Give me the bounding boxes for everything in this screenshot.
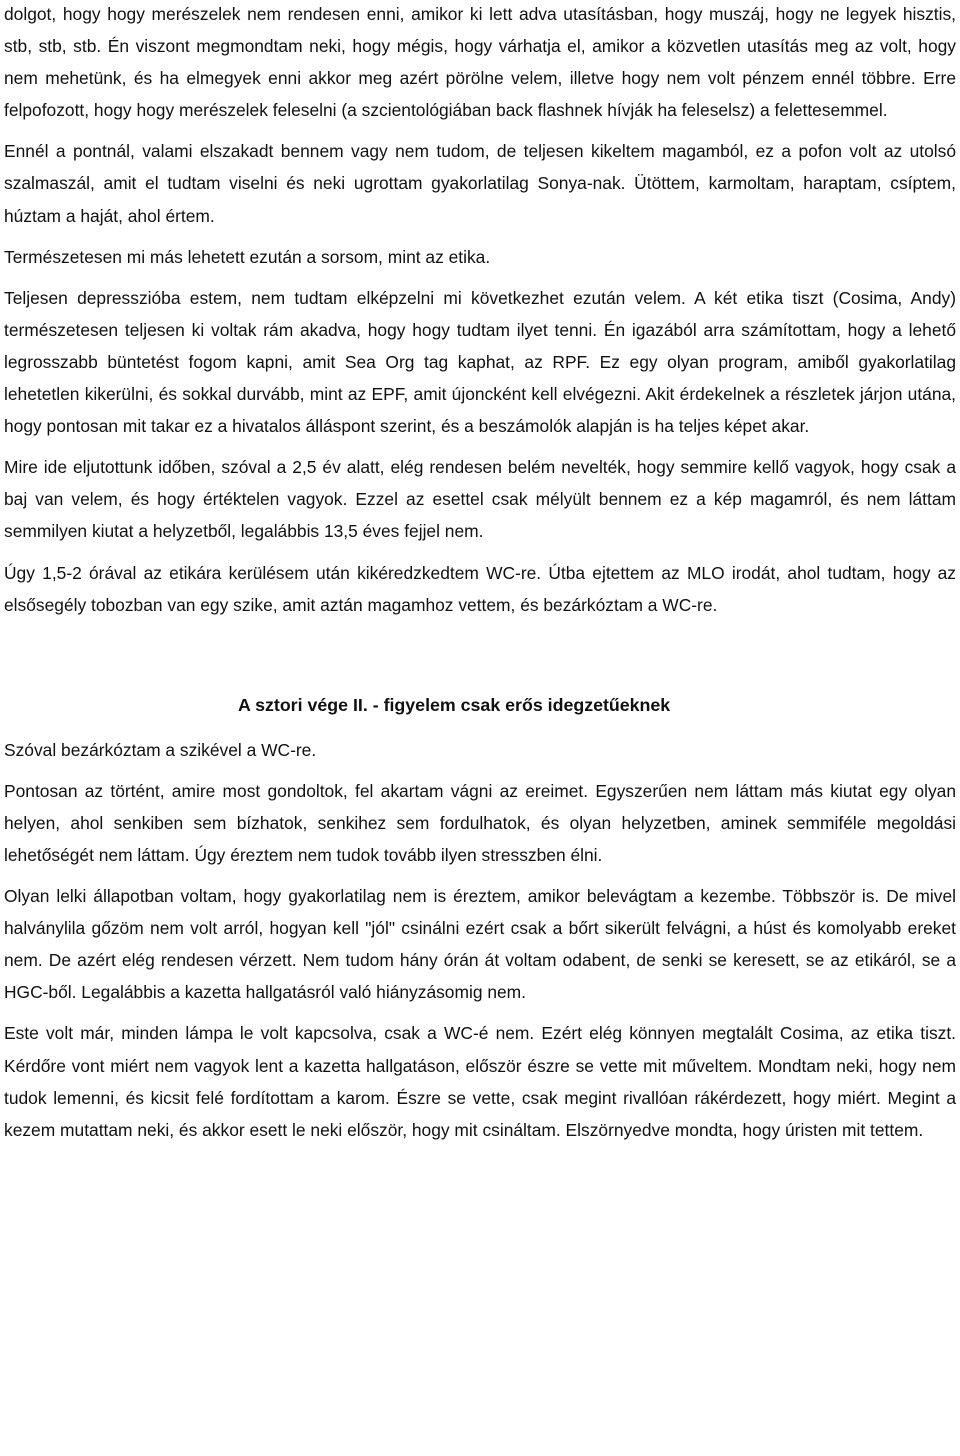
paragraph: Természetesen mi más lehetett ezután a sorsom, mint az etika. [4, 246, 491, 267]
section-gap [4, 724, 956, 734]
paragraph: Szóval bezárkóztam a szikével a WC-re. [4, 739, 317, 760]
paragraph: Pontosan az történt, amire most gondoltok, fel akartam vágni az ereimet. Egyszerűen nem láttam más kiutat egy olyan helyen, ahol senkiben sem bízhatok, senkihez sem fordulhatok, és olyan helyzetben, aminek semmiféle megoldási lehetőségét nem láttam. Úgy éreztem nem tudok tovább ilyen stresszben élni. [4, 780, 956, 865]
paragraph: Ennél a pontnál, valami elszakadt bennem vagy nem tudom, de teljesen kikeltem magamból, ez a pofon volt az utolsó szalmaszál, amit el tudtam viselni és neki ugrottam gyakorlatilag Sonya-nak. Ütöttem, karmoltam, haraptam, csíptem, húztam a haját, ahol értem. [4, 141, 956, 226]
paragraph: Este volt már, minden lámpa le volt kapcsolva, csak a WC-é nem. Ezért elég könnyen megtalált Cosima, az etika tiszt. Kérdőre vont miért nem vagyok lent a kazetta hallgatáson, először észre se vette mit műveltem. Mondtam neki, hogy nem tudok lemenni, és kicsit felé fordítottam a karom. Észre se vette, csak megint rivallóan rákérdezett, hogy miért. Megint a kezem mutattam neki, és akkor esett le neki először, hogy mit csináltam. Elszörnyedve mondta, hogy úristen mit tettem. [4, 1023, 956, 1140]
paragraph: dolgot, hogy hogy merészelek nem rendesen enni, amikor ki lett adva utasításban, hogy muszáj, hogy ne legyek hisztis, stb, stb, stb. Én viszont megmondtam neki, hogy mégis, hogy várhatja el, amikor a közvetlen utasítás meg az volt, hogy nem mehetünk, és ha elmegyek enni akkor meg azért pörölne velem, illetve hogy nem volt pénzem ennél többre. Erre felpofozott, hogy hogy merészelek feleselni (a szcientológiában back flashnek hívják ha feleselsz) a felettesemmel. [4, 4, 956, 121]
document-page [4, 0, 956, 1155]
paragraph: Teljesen depresszióba estem, nem tudtam elképzelni mi következhet ezután velem. A két etika tiszt (Cosima, Andy) természetesen teljesen ki voltak rám akadva, hogy hogy tudtam ilyet tenni. Én igazából arra számítottam, hogy a lehető legrosszabb büntetést fogom kapni, amit Sea Org tag kaphat, az RPF. Ez egy olyan program, amiből gyakorlatilag lehetetlen kikerülni, és sokkal durvább, mint az EPF, amit újoncként kell elvégezni. Akit érdekelnek a részletek járjon utána, hogy pontosan mit takar ez a hivatalos álláspont szerint, és a beszámolók alapján is ha teljes képet akar. [4, 287, 956, 437]
paragraph: Úgy 1,5-2 órával az etikára kerülésem után kikéredzkedtem WC-re. Útba ejtettem az MLO irodát, ahol tudtam, hogy az elsősegély tobozban van egy szike, amit aztán magamhoz vettem, és bezárkóztam a WC-re. [4, 562, 956, 615]
section-title: A sztori vége II. - figyelem csak erős idegzetűeknek [238, 694, 671, 715]
section-gap [4, 630, 956, 686]
paragraph: Olyan lelki állapotban voltam, hogy gyakorlatilag nem is éreztem, amikor belevágtam a kezembe. Többször is. De mivel halványlila gőzöm nem volt arról, hogyan kell "jól" csinálni ezért csak a bőrt sikerült felvágni, a húst és komolyabb ereket nem. De azért elég rendesen vérzett. Nem tudom hány órán át voltam odabent, de senki se keresett, se az etikáról, se a HGC-ből. Legalábbis a kazetta hallgatásról való hiányzásomig nem. [4, 886, 956, 1003]
paragraph: Mire ide eljutottunk időben, szóval a 2,5 év alatt, elég rendesen belém nevelték, hogy semmire kellő vagyok, hogy csak a baj van velem, és hogy értéktelen vagyok. Ezzel az esettel csak mélyült bennem ez a kép magamról, és nem láttam semmilyen kiutat a helyzetből, legalábbis 13,5 éves fejjel nem. [4, 457, 956, 542]
